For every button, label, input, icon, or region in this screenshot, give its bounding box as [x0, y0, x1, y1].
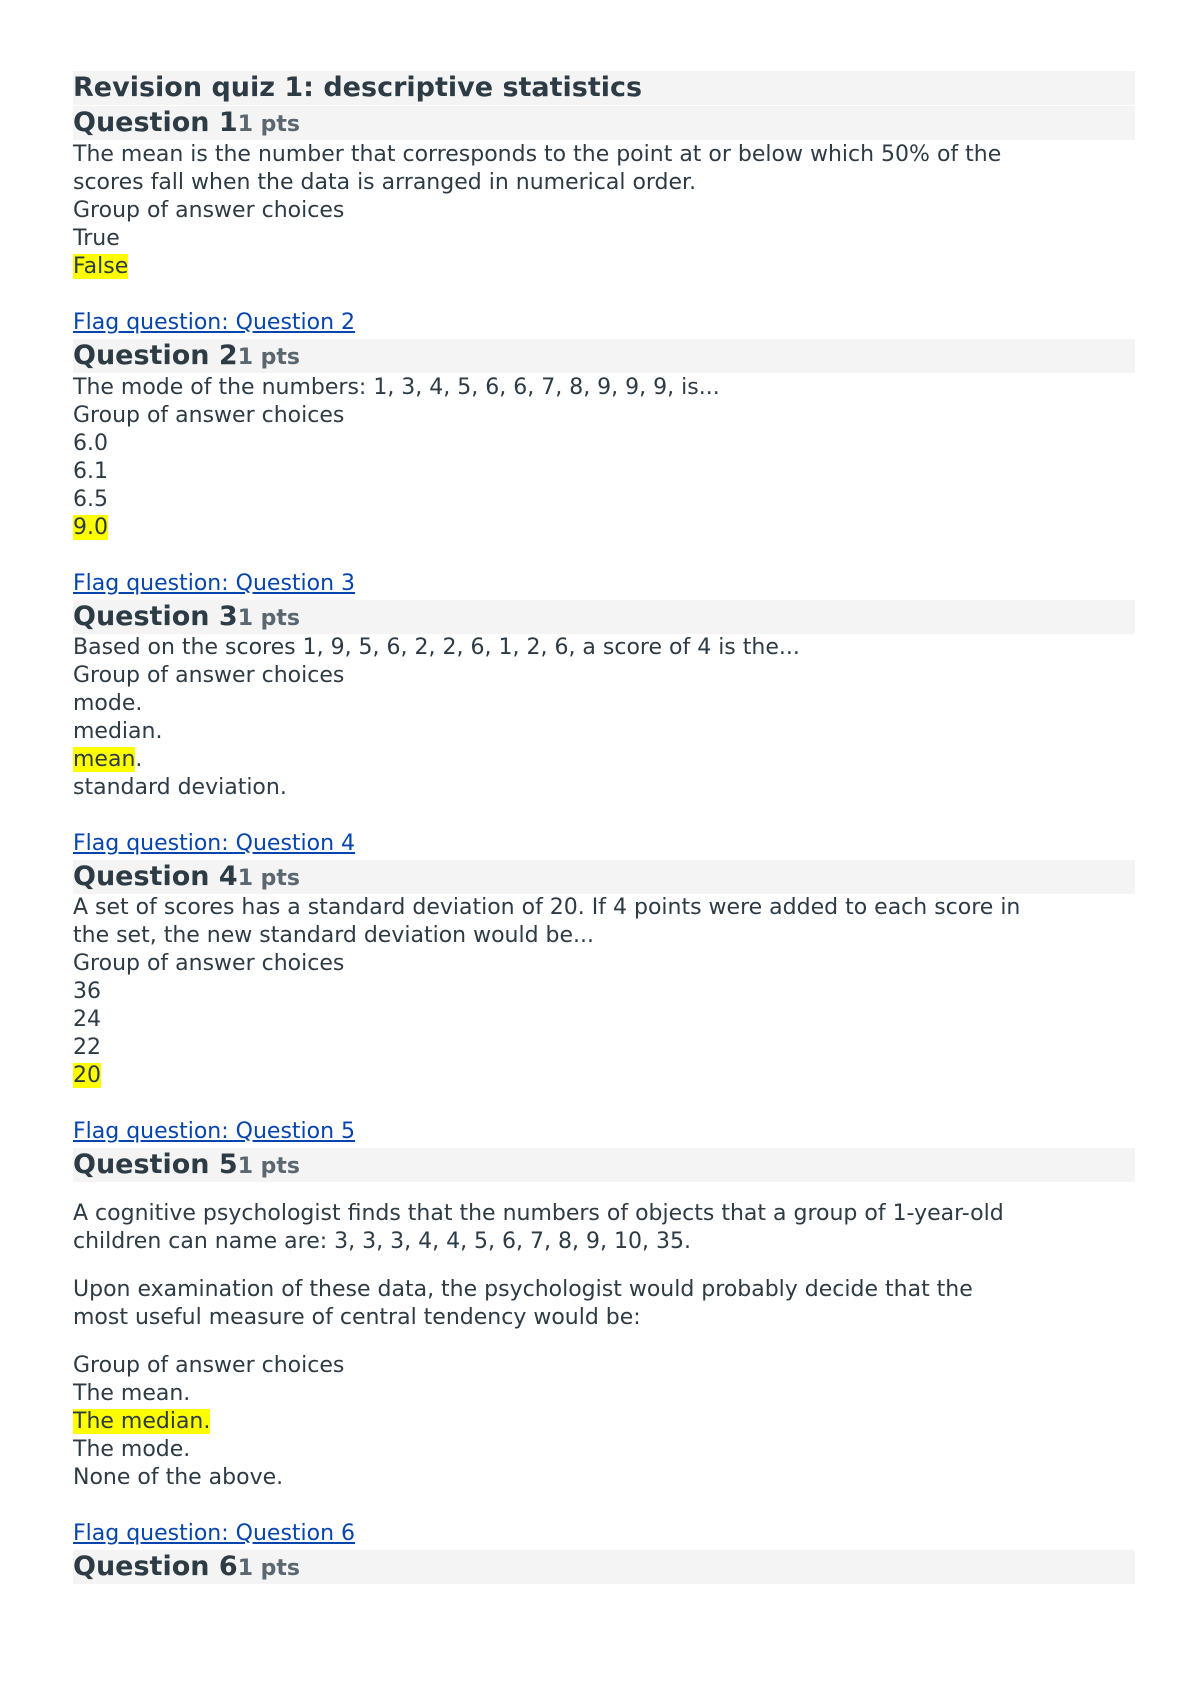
- answer-choice-selected[interactable]: [73, 1408, 210, 1436]
- flag-question-3-link[interactable]: Flag question: Question 3: [73, 571, 356, 596]
- question-6-header: [73, 1550, 300, 1586]
- highlight-marker: False: [73, 254, 129, 279]
- question-3-header: [73, 600, 300, 636]
- question-heading: Question 1: [73, 107, 238, 138]
- answer-choice[interactable]: standard deviation.: [73, 775, 287, 800]
- answer-choice[interactable]: The mean.: [73, 1381, 191, 1406]
- highlight-marker: 20: [73, 1063, 101, 1088]
- question-3-prompt: Based on the scores 1, 9, 5, 6, 2, 2, 6, 1, 2, 6, a score of 4 is the...: [73, 635, 800, 660]
- answer-group-label: Group of answer choices: [73, 1353, 345, 1378]
- question-4-header: [73, 860, 300, 896]
- answer-choice[interactable]: 6.1: [73, 459, 108, 484]
- question-5-prompt2-line-2: most useful measure of central tendency would be:: [73, 1305, 641, 1330]
- question-1-prompt-line-1: The mean is the number that corresponds to the point at or below which 50% of the: [73, 142, 1002, 167]
- answer-choice[interactable]: None of the above.: [73, 1465, 284, 1490]
- question-heading: Question 4: [73, 861, 238, 892]
- question-points: 1 pts: [237, 1556, 301, 1581]
- question-5-header: [73, 1148, 300, 1184]
- question-1-prompt-line-2: scores fall when the data is arranged in numerical order.: [73, 170, 697, 195]
- question-points: 1 pts: [237, 112, 301, 137]
- choice-suffix: .: [135, 747, 143, 772]
- question-5-prompt-line-1: A cognitive psychologist finds that the numbers of objects that a group of 1-year-old: [73, 1201, 1004, 1226]
- answer-choice[interactable]: 6.5: [73, 487, 108, 512]
- question-heading: Question 2: [73, 340, 238, 371]
- answer-choice[interactable]: 36: [73, 979, 101, 1004]
- question-2-header: [73, 339, 300, 375]
- highlight-marker: The median.: [73, 1409, 211, 1434]
- answer-group-label: Group of answer choices: [73, 663, 345, 688]
- highlight-marker: mean: [73, 747, 136, 772]
- flag-question-5-link[interactable]: Flag question: Question 5: [73, 1119, 356, 1144]
- answer-choice-selected[interactable]: [73, 253, 128, 281]
- answer-choice[interactable]: 24: [73, 1007, 101, 1032]
- question-heading: Question 5: [73, 1149, 238, 1180]
- question-4-prompt-line-1: A set of scores has a standard deviation of 20. If 4 points were added to each score in: [73, 895, 1021, 920]
- page-title: Revision quiz 1: descriptive statistics: [73, 72, 643, 103]
- answer-choice[interactable]: 22: [73, 1035, 101, 1060]
- answer-choice[interactable]: True: [73, 226, 120, 251]
- flag-question-4-link[interactable]: Flag question: Question 4: [73, 831, 356, 856]
- answer-choice[interactable]: median.: [73, 719, 163, 744]
- answer-choice-selected[interactable]: [73, 514, 108, 542]
- question-5-prompt-line-2: children can name are: 3, 3, 3, 4, 4, 5, 6, 7, 8, 9, 10, 35.: [73, 1229, 691, 1254]
- question-4-prompt-line-2: the set, the new standard deviation would be...: [73, 923, 595, 948]
- question-points: 1 pts: [237, 606, 301, 631]
- answer-group-label: Group of answer choices: [73, 198, 345, 223]
- answer-choice-selected[interactable]: [73, 746, 142, 774]
- question-points: 1 pts: [237, 345, 301, 370]
- flag-question-2-link[interactable]: Flag question: Question 2: [73, 310, 356, 335]
- question-5-prompt2-line-1: Upon examination of these data, the psychologist would probably decide that the: [73, 1277, 973, 1302]
- question-points: 1 pts: [237, 1154, 301, 1179]
- question-1-header: [73, 106, 300, 142]
- answer-choice[interactable]: The mode.: [73, 1437, 191, 1462]
- highlight-marker: 9.0: [73, 515, 108, 540]
- answer-group-label: Group of answer choices: [73, 951, 345, 976]
- answer-choice[interactable]: mode.: [73, 691, 143, 716]
- answer-choice[interactable]: 6.0: [73, 431, 108, 456]
- question-2-prompt: The mode of the numbers: 1, 3, 4, 5, 6, 6, 7, 8, 9, 9, 9, is...: [73, 375, 720, 400]
- flag-question-6-link[interactable]: Flag question: Question 6: [73, 1521, 356, 1546]
- answer-group-label: Group of answer choices: [73, 403, 345, 428]
- question-points: 1 pts: [237, 866, 301, 891]
- question-heading: Question 3: [73, 601, 238, 632]
- question-heading: Question 6: [73, 1551, 238, 1582]
- answer-choice-selected[interactable]: [73, 1062, 101, 1090]
